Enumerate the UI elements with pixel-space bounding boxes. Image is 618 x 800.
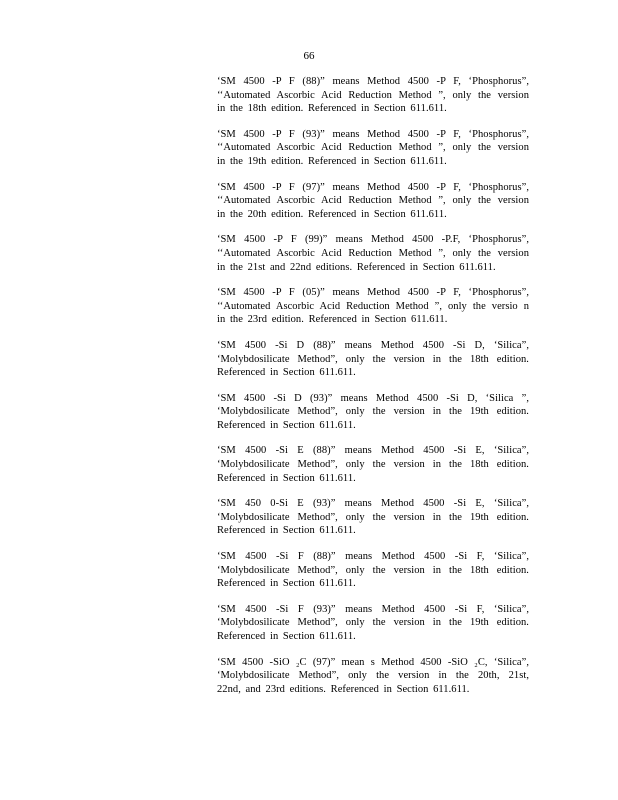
definition-sm-4500-p-f-97 — [217, 181, 529, 222]
definition-sm-4500-p-f-05 — [217, 286, 529, 327]
definition-line: Referenced in Section 611.611. — [217, 472, 356, 484]
definition-line: ‘SM 4500 -P F (88)” means Method 4500 -P F, ‘Phosphorus”, — [217, 76, 529, 87]
definition-sm-4500-sio2-c-97 — [217, 656, 529, 697]
definition-line: ‘SM 4500 -Si D (88)” means Method 4500 -Si D, ‘Silica”, — [217, 339, 529, 351]
definition-line: ‘SM 4500 -Si F (88)” means Method 4500 -Si F, ‘Silica”, — [217, 551, 529, 563]
definition-line: ‘SM 4500 -Si E (88)” means Method 4500 -Si E, ‘Silica”, — [217, 445, 529, 457]
definition-line: ‘Molybdosilicate Method”, only the version in the 19th edition. — [217, 511, 529, 523]
definition-sm-4500-p-f-88 — [217, 75, 529, 116]
definition-line: ‘SM 4500 -P F (93)” means Method 4500 -P F, ‘Phosphorus”, — [217, 128, 529, 140]
definition-sm-4500-p-f-99 — [217, 233, 529, 274]
definition-line: ‘SM 4500 -P F (97)” means Method 4500 -P F, ‘Phosphorus”, — [217, 181, 529, 193]
definition-line: ‘Molybdosilicate Method”, only the version in the 19th edition. — [217, 406, 529, 418]
definition-line: ‘Molybdosilicate Method”, only the version in the 18th edition. — [217, 353, 529, 365]
definition-line: ‘SM 4500 -Si D (93)” means Method 4500 -Si D, ‘Silica ”, — [217, 392, 529, 404]
definition-line: in the 18th edition. Referenced in Section 611.611. — [217, 103, 447, 115]
definition-sm-4500-si-e-88 — [217, 444, 529, 485]
definition-line: ‘SM 4500 -SiO ₂C (97)” mean s Method 4500 -SiO ₂C, ‘Silica”, — [217, 656, 529, 668]
definition-sm-4500-si-f-93 — [217, 603, 529, 644]
definition-sm-4500-si-d-93 — [217, 392, 529, 433]
definition-sm-4500-si-f-88 — [217, 550, 529, 591]
definition-line: Referenced in Section 611.611. — [217, 578, 356, 590]
definition-line: ‘SM 450 0-Si E (93)” means Method 4500 -Si E, ‘Silica”, — [217, 498, 529, 510]
definition-line: in the 21st and 22nd editions. Referenced in Section 611.611. — [217, 261, 496, 273]
definition-line: ‘SM 4500 -P F (99)” means Method 4500 -P.F, ‘Phosphorus”, — [217, 234, 529, 246]
definition-line: ‘SM 4500 -P F (05)” means Method 4500 -P F, ‘Phosphorus”, — [217, 287, 529, 299]
definition-line: Referenced in Section 611.611. — [217, 419, 356, 431]
definition-sm-4500-si-e-93 — [217, 497, 529, 538]
page-number: 66 — [303, 50, 315, 62]
definition-line: ‘‘Automated Ascorbic Acid Reduction Method ”, only the versio n — [217, 300, 529, 312]
definition-line: Referenced in Section 611.611. — [217, 367, 356, 379]
definition-line: ‘Molybdosilicate Method”, only the version in the 20th, 21st, — [217, 670, 529, 682]
definition-line: 22nd, and 23rd editions. Referenced in Section 611.611. — [217, 683, 470, 695]
definition-line: in the 20th edition. Referenced in Section 611.611. — [217, 208, 447, 220]
definition-line: ‘‘Automated Ascorbic Acid Reduction Method ”, only the version — [217, 247, 529, 259]
definition-line: Referenced in Section 611.611. — [217, 631, 356, 642]
definitions-list — [217, 75, 529, 708]
definition-line: ‘Molybdosilicate Method”, only the version in the 18th edition. — [217, 459, 529, 471]
definition-line: ‘SM 4500 -Si F (93)” means Method 4500 -Si F, ‘Silica”, — [217, 603, 529, 615]
definition-line: ‘‘Automated Ascorbic Acid Reduction Method ”, only the version — [217, 89, 529, 101]
definition-line: ‘‘Automated Ascorbic Acid Reduction Method ”, only the version — [217, 195, 529, 207]
definition-line: ‘‘Automated Ascorbic Acid Reduction Method ”, only the version — [217, 142, 529, 154]
definition-line: Referenced in Section 611.611. — [217, 525, 356, 537]
definition-sm-4500-si-d-88 — [217, 339, 529, 380]
definition-sm-4500-p-f-93 — [217, 128, 529, 169]
definition-line: ‘Molybdosilicate Method”, only the version in the 18th edition. — [217, 564, 529, 576]
definition-line: in the 19th edition. Referenced in Section 611.611. — [217, 155, 447, 167]
definition-line: ‘Molybdosilicate Method”, only the version in the 19th edition. — [217, 617, 529, 629]
definition-line: in the 23rd edition. Referenced in Section 611.611. — [217, 314, 448, 326]
